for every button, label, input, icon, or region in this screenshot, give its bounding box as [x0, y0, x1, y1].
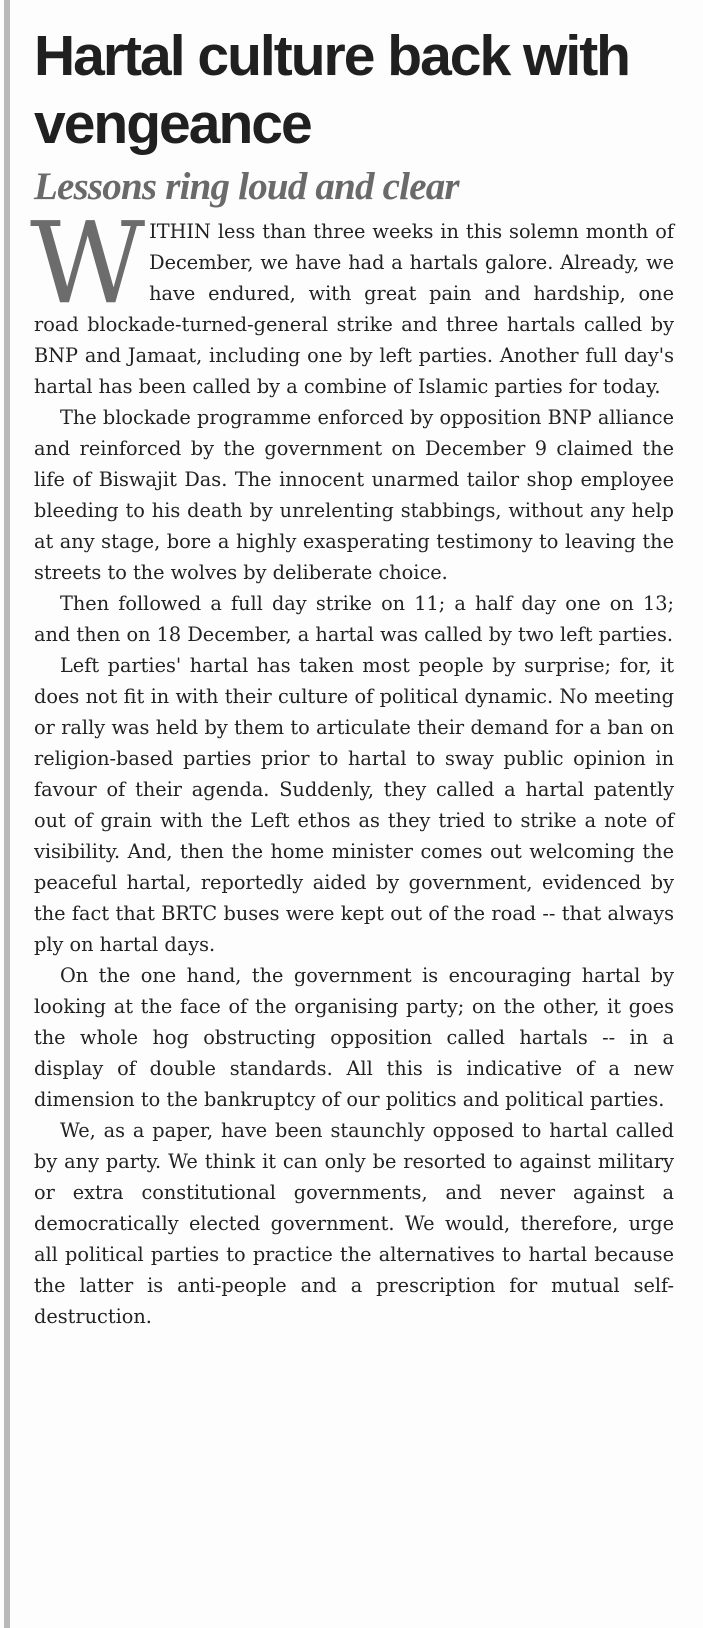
- paragraph-2: The blockade programme enforced by opposition BNP alliance and reinforced by the government on December 9 claimed the life of Biswajit Das. The innocent unarmed tailor shop employee bleeding to his death by unrelenting stabbings, without any help at any stage, bore a highly exasperating testimony to leaving the streets to the wolves by deliberate choice.: [34, 406, 674, 584]
- paragraph-3: Then followed a full day strike on 11; a half day one on 13; and then on 18 December, a hartal was called by two left parties.: [34, 592, 674, 646]
- headline: Hartal culture back with vengeance: [34, 24, 630, 156]
- paragraph-4: Left parties' hartal has taken most people by surprise; for, it does not fit in with their culture of political dynamic. No meeting or rally was held by them to articulate their demand for a ban on religion-based parties prior to hartal to sway public opinion in favour of their agenda. Suddenly, they called a hartal patently out of grain with the Left ethos as they tried to strike a note of visibility. And, then the home minister comes out welcoming the peaceful hartal, reportedly aided by government, evidenced by the fact that BRTC buses were kept out of the road -- that always ply on hartal days.: [34, 654, 674, 956]
- editorial-article: [30, 22, 674, 1332]
- paragraph-5: On the one hand, the government is encouraging hartal by looking at the face of the organising party; on the other, it goes the whole hog obstructing opposition called hartals -- in a display of double standards. All this is indicative of a new dimension to the bankruptcy of our politics and political parties.: [34, 964, 674, 1111]
- subheadline: Lessons ring loud and clear: [34, 165, 459, 208]
- drop-cap: W: [30, 199, 146, 329]
- article-body: [30, 199, 674, 1332]
- paragraph-1-text: ITHIN less than three weeks in this solemn month of December, we have had a hartals galore. Already, we have endured, with great pain and hardship, one road blockade-turned-general strike and three hartals called by BNP and Jamaat, including one by left parties. Another full day's hartal has been called by a combine of Islamic parties for today.: [34, 220, 674, 398]
- column-rule: [4, 0, 10, 1628]
- paragraph-6: We, as a paper, have been staunchly opposed to hartal called by any party. We think it can only be resorted to against military or extra constitutional governments, and never against a democratically elected government. We would, therefore, urge all political parties to practice the alternatives to hartal because the latter is anti-people and a prescription for mutual self-destruction.: [34, 1119, 674, 1328]
- paragraph-1: [30, 199, 674, 402]
